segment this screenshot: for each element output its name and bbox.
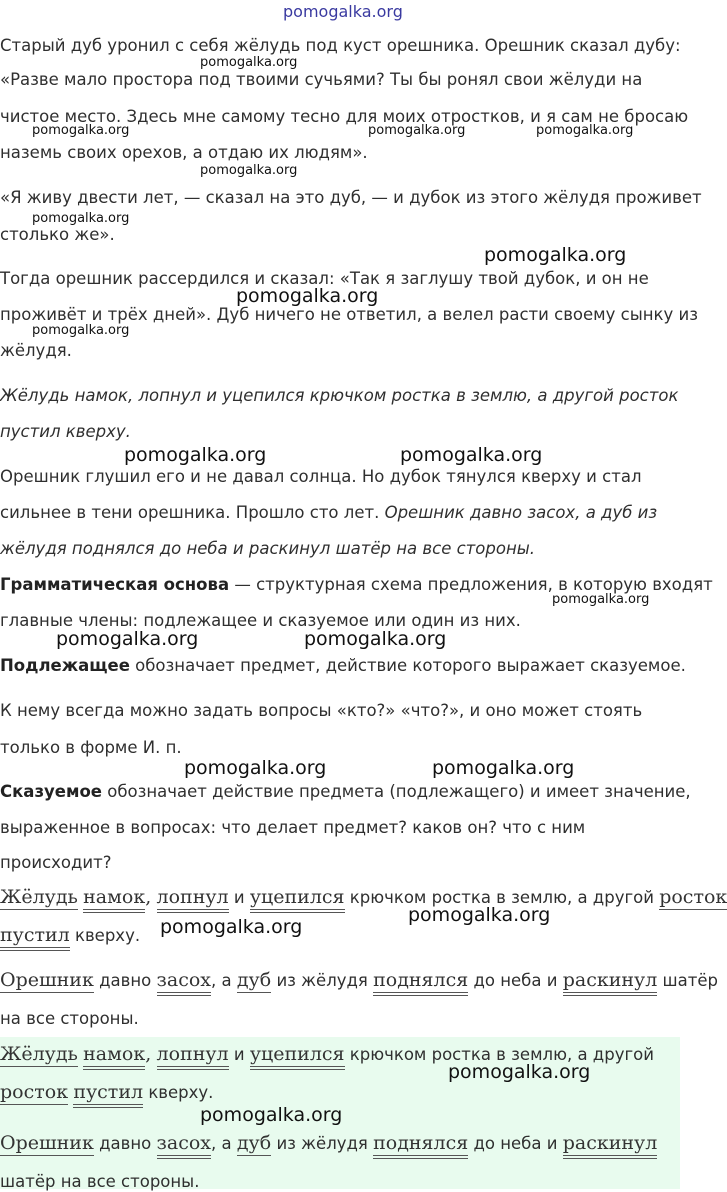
plain-word: кверху. bbox=[148, 1083, 214, 1102]
theory-text: — структурная схема предложения, в которую входят bbox=[229, 575, 713, 594]
subject-word: дуб bbox=[236, 969, 272, 991]
story-line: Тогда орешник рассердился и сказал: «Так я заглушу твой дубок, и он не bbox=[0, 269, 649, 288]
theory-line: выраженное в вопросах: что делает предмет? каков он? что с ним bbox=[0, 818, 586, 837]
theory-line bbox=[0, 656, 686, 676]
watermark: pomogalka.org bbox=[304, 628, 447, 650]
watermark: pomogalka.org bbox=[32, 211, 130, 226]
story-line-italic: пустил кверху. bbox=[0, 422, 131, 441]
predicate-word: пустил bbox=[73, 1081, 143, 1108]
watermark: pomogalka.org bbox=[536, 123, 634, 138]
subject-word: росток bbox=[659, 886, 727, 908]
watermark: pomogalka.org bbox=[236, 285, 379, 307]
story-line: Старый дуб уронил с себя жёлудь под куст орешника. Орешник сказал дубу: bbox=[0, 36, 681, 55]
watermark: pomogalka.org bbox=[484, 244, 627, 266]
theory-line bbox=[0, 782, 691, 802]
watermark: pomogalka.org bbox=[32, 323, 130, 338]
story-text-italic: Орешник давно засох, а дуб из bbox=[384, 503, 658, 522]
plain-word: , а bbox=[211, 1134, 232, 1153]
predicate-word: уцепился bbox=[250, 1043, 345, 1070]
predicate-word: раскинул bbox=[563, 969, 658, 996]
story-line: Орешник глушил его и не давал солнца. Но дубок тянулся кверху и стал bbox=[0, 467, 642, 486]
story-line: «Я живу двести лет, — сказал на это дуб, — и дубок из этого жёлудя проживет bbox=[0, 188, 702, 207]
term-subject: Подлежащее bbox=[0, 656, 130, 675]
plain-words: крючком ростка в землю, а другой bbox=[349, 888, 654, 907]
plain-word: давно bbox=[99, 1134, 152, 1153]
predicate-word: раскинул bbox=[563, 1132, 658, 1159]
predicate-word: намок bbox=[83, 1043, 145, 1070]
analysis-line-highlighted bbox=[0, 1172, 199, 1192]
subject-word: росток bbox=[0, 1081, 69, 1103]
plain-words: из жёлудя bbox=[276, 971, 368, 990]
analysis-line bbox=[0, 887, 727, 908]
story-text: сильнее в тени орешника. Прошло сто лет. bbox=[0, 503, 385, 522]
plain-words: на все стороны. bbox=[0, 1009, 139, 1028]
watermark: pomogalka.org bbox=[448, 1061, 591, 1083]
watermark: pomogalka.org bbox=[56, 628, 199, 650]
subject-word: Орешник bbox=[0, 969, 94, 991]
watermark: pomogalka.org bbox=[160, 916, 303, 938]
plain-word: и bbox=[233, 888, 245, 907]
analysis-line-highlighted bbox=[0, 1133, 657, 1154]
predicate-word: уцепился bbox=[250, 886, 345, 913]
watermark: pomogalka.org bbox=[552, 592, 650, 607]
plain-word: , а bbox=[211, 971, 232, 990]
subject-word: дуб bbox=[236, 1132, 272, 1154]
plain-word: шатёр bbox=[662, 971, 718, 990]
watermark: pomogalka.org bbox=[408, 904, 551, 926]
watermark: pomogalka.org bbox=[124, 444, 267, 466]
punct: , bbox=[145, 886, 152, 908]
plain-words: на все стороны. bbox=[60, 1172, 200, 1191]
theory-line: К нему всегда можно задать вопросы «кто?» «что?», и оно может стоять bbox=[0, 701, 643, 720]
plain-word: давно bbox=[99, 971, 152, 990]
story-line-italic: Жёлудь намок, лопнул и уцепился крючком ростка в землю, а другой росток bbox=[0, 386, 679, 405]
plain-words: крючком ростка в землю, а другой bbox=[349, 1045, 654, 1064]
story-line-italic: жёлудя поднялся до неба и раскинул шатёр на все стороны. bbox=[0, 539, 536, 558]
punct: , bbox=[145, 1043, 152, 1065]
analysis-line bbox=[0, 970, 718, 991]
plain-words: до неба и bbox=[473, 1134, 558, 1153]
predicate-word: засох bbox=[157, 1132, 212, 1159]
term-predicate: Сказуемое bbox=[0, 782, 102, 801]
plain-words: до неба и bbox=[473, 971, 558, 990]
story-line: столько же». bbox=[0, 225, 115, 244]
watermark: pomogalka.org bbox=[200, 1104, 343, 1126]
plain-word: кверху. bbox=[74, 926, 141, 945]
term-grammatical-basis: Грамматическая основа bbox=[0, 575, 230, 594]
subject-word: Жёлудь bbox=[0, 886, 78, 908]
plain-word: шатёр bbox=[0, 1172, 56, 1191]
analysis-line bbox=[0, 925, 140, 946]
predicate-word: лопнул bbox=[157, 1043, 229, 1070]
watermark: pomogalka.org bbox=[368, 123, 466, 138]
watermark: pomogalka.org bbox=[32, 123, 130, 138]
site-header-link[interactable]: pomogalka.org bbox=[283, 2, 403, 21]
story-line: «Разве мало простора под твоими сучьями? Ты бы ронял свои жёлуди на bbox=[0, 70, 643, 89]
plain-words: из жёлудя bbox=[276, 1134, 368, 1153]
theory-line: главные члены: подлежащее и сказуемое или один из них. bbox=[0, 611, 521, 630]
predicate-word: поднялся bbox=[373, 1132, 468, 1159]
story-line: проживёт и трёх дней». Дуб ничего не ответил, а велел расти своему сынку из bbox=[0, 305, 698, 324]
theory-text: обозначает действие предмета (подлежащего) и имеет значение, bbox=[102, 782, 691, 801]
predicate-word: намок bbox=[83, 886, 145, 913]
plain-word: и bbox=[233, 1045, 245, 1064]
subject-word: Жёлудь bbox=[0, 1043, 78, 1065]
subject-word: Орешник bbox=[0, 1132, 94, 1154]
story-line: чистое место. Здесь мне самому тесно для моих отростков, и я сам не бросаю bbox=[0, 107, 689, 126]
story-line: жёлудя. bbox=[0, 341, 72, 360]
watermark: pomogalka.org bbox=[200, 163, 298, 178]
predicate-word: поднялся bbox=[373, 969, 468, 996]
predicate-word: пустил bbox=[0, 924, 70, 951]
watermark: pomogalka.org bbox=[184, 757, 327, 779]
watermark: pomogalka.org bbox=[200, 55, 298, 70]
story-line: наземь своих орехов, а отдаю их людям». bbox=[0, 143, 368, 162]
watermark: pomogalka.org bbox=[432, 757, 575, 779]
story-line bbox=[0, 503, 657, 523]
theory-line: только в форме И. п. bbox=[0, 738, 182, 757]
predicate-word: засох bbox=[157, 969, 212, 996]
analysis-line bbox=[0, 1009, 139, 1029]
theory-text: обозначает предмет, действие которого выражает сказуемое. bbox=[129, 656, 686, 675]
analysis-line-highlighted bbox=[0, 1082, 213, 1103]
theory-line: происходит? bbox=[0, 853, 112, 872]
watermark: pomogalka.org bbox=[400, 444, 543, 466]
predicate-word: лопнул bbox=[157, 886, 229, 913]
